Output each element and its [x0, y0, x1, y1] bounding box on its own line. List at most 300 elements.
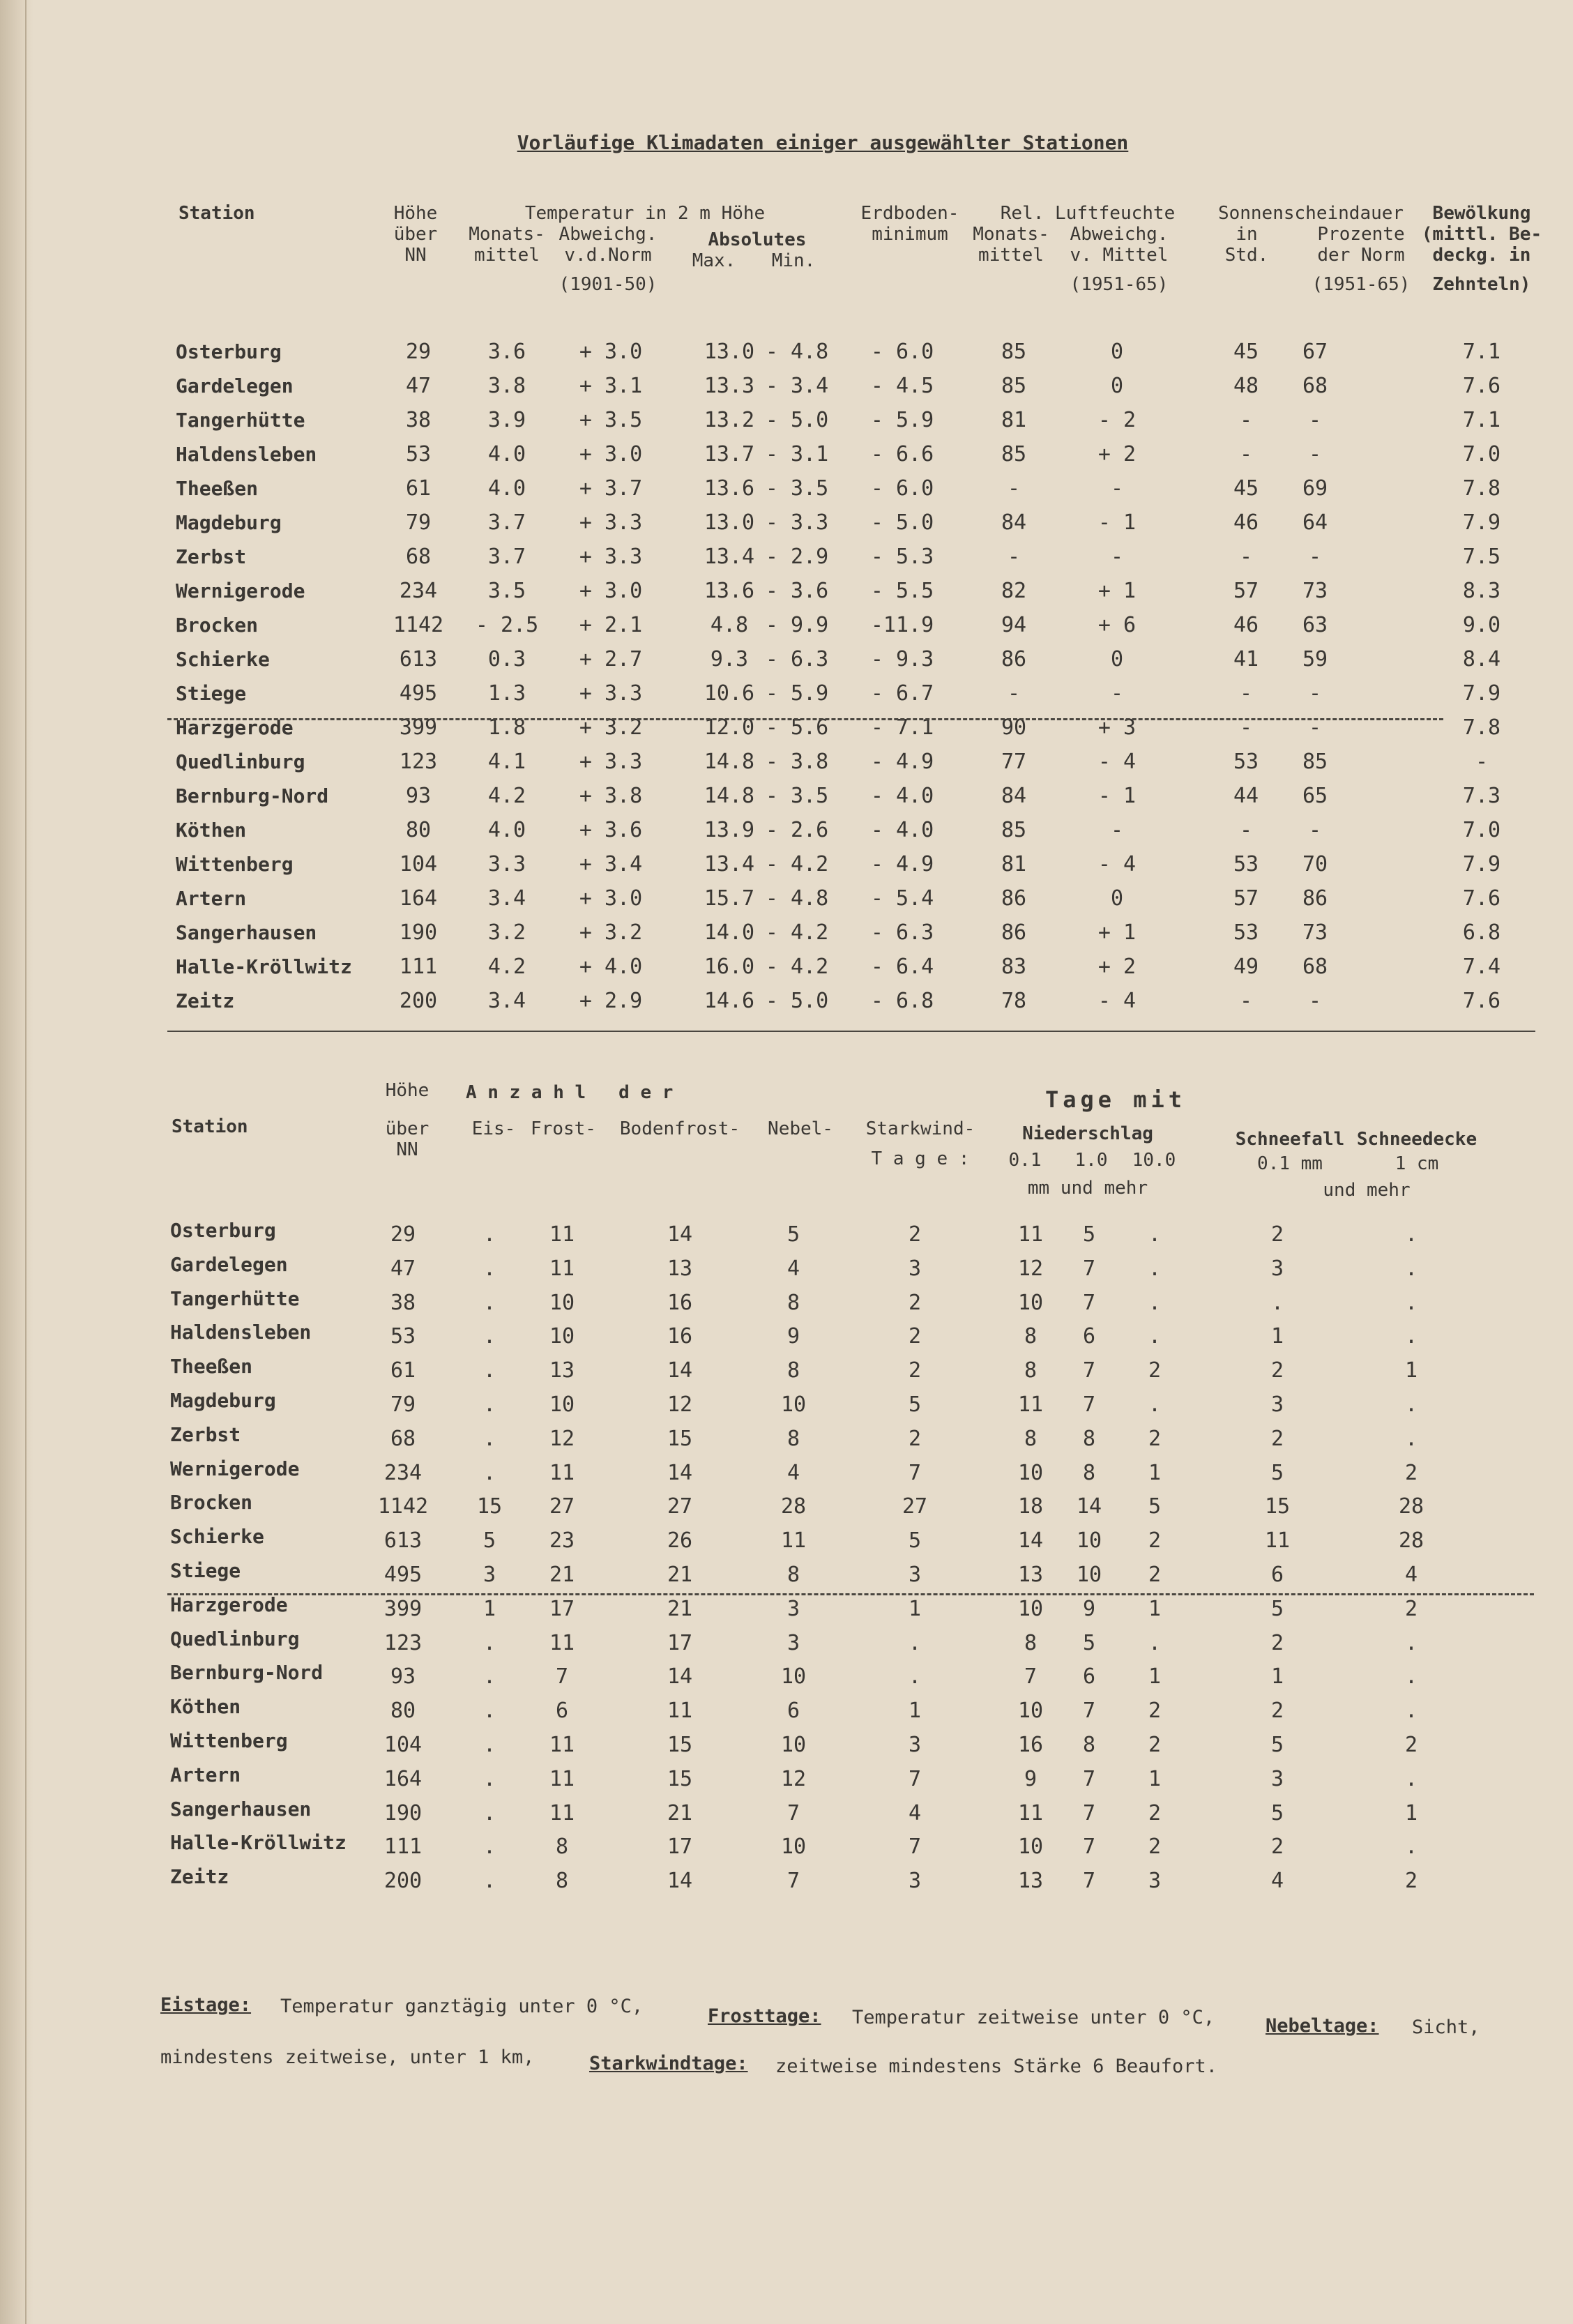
t2-header-niederschlag: Niederschlag — [1022, 1123, 1153, 1144]
t1-station-name: Schierke — [176, 648, 270, 671]
t1-cell: - — [1308, 442, 1322, 466]
t1-cell: 13.6 — [704, 476, 755, 501]
t2-cell: 8 — [1082, 1427, 1096, 1451]
t1-cell: - — [1110, 476, 1124, 501]
t1-cell: 123 — [399, 750, 438, 774]
t2-cell: . — [1148, 1324, 1162, 1349]
t2-cell: 15 — [667, 1767, 693, 1791]
t1-cell: 4.0 — [487, 818, 526, 842]
t1-cell: - 9.9 — [765, 613, 829, 637]
t1-cell: 0 — [1110, 374, 1124, 398]
t2-cell: 10 — [1017, 1699, 1044, 1723]
t2-station-name: Bernburg-Nord — [170, 1661, 324, 1684]
t2-cell: 8 — [1024, 1358, 1038, 1383]
t1-cell: 46 — [1233, 613, 1259, 637]
t1-cell: + 3.4 — [579, 852, 643, 876]
t2-cell: 123 — [383, 1631, 423, 1655]
t2-cell: 4 — [1404, 1563, 1418, 1587]
t1-cell: - 6.4 — [870, 955, 934, 979]
t2-station-name: Gardelegen — [170, 1253, 288, 1276]
t1-cell: 85 — [1001, 818, 1027, 842]
t2-cell: . — [1148, 1392, 1162, 1417]
t1-cell: 4.8 — [710, 613, 749, 637]
t1-cell: - 3.8 — [765, 750, 829, 774]
t2-cell: 7 — [908, 1767, 922, 1791]
t1-cell: - — [1007, 476, 1021, 501]
t2-cell: 495 — [383, 1563, 423, 1587]
t1-station-name: Gardelegen — [176, 374, 294, 397]
t1-cell: - 4.2 — [765, 920, 829, 945]
t1-station-name: Stiege — [176, 682, 247, 705]
t2-cell: 5 — [786, 1222, 800, 1247]
t2-cell: 10 — [549, 1291, 575, 1315]
t1-cell: 44 — [1233, 784, 1259, 808]
t2-cell: 11 — [549, 1461, 575, 1485]
t1-cell: - 3.6 — [765, 579, 829, 603]
t1-cell: 13.7 — [704, 442, 755, 466]
t1-cell: 82 — [1001, 579, 1027, 603]
t1-header-feuchte-abw-2: v. Mittel — [1070, 245, 1169, 266]
t1-cell: 13.9 — [704, 818, 755, 842]
t2-cell: 2 — [1270, 1835, 1284, 1859]
t2-cell: 11 — [549, 1733, 575, 1757]
t1-cell: 7.1 — [1462, 408, 1501, 432]
t2-cell: 14 — [1076, 1494, 1102, 1519]
t1-cell: 7.0 — [1462, 442, 1501, 466]
t2-cell: . — [482, 1427, 496, 1451]
t2-cell: 1 — [1404, 1801, 1418, 1825]
t2-cell: 14 — [1017, 1528, 1044, 1553]
t2-cell: 16 — [667, 1291, 693, 1315]
t1-cell: 85 — [1302, 750, 1328, 774]
t1-cell: 68 — [1302, 374, 1328, 398]
t2-cell: 1 — [482, 1597, 496, 1621]
t1-cell: 38 — [405, 408, 432, 432]
t1-cell: - 3.1 — [765, 442, 829, 466]
t1-cell: 46 — [1233, 510, 1259, 535]
t1-cell: 85 — [1001, 374, 1027, 398]
t1-cell: - 6.3 — [765, 647, 829, 671]
t1-cell: + 3.3 — [579, 681, 643, 706]
t2-cell: . — [1404, 1256, 1418, 1281]
t2-cell: 1 — [1148, 1461, 1162, 1485]
t2-cell: . — [1148, 1222, 1162, 1247]
t1-cell: - — [1308, 715, 1322, 740]
t2-header-station: Station — [172, 1116, 248, 1137]
t2-station-name: Zeitz — [170, 1865, 229, 1888]
t2-cell: . — [1404, 1222, 1418, 1247]
t1-cell: 49 — [1233, 955, 1259, 979]
t1-cell: + 3.6 — [579, 818, 643, 842]
t2-header-schneedecke-1: Schneedecke — [1356, 1129, 1477, 1150]
t1-cell: 16.0 — [704, 955, 755, 979]
t1-cell: - 4.8 — [765, 340, 829, 364]
t1-station-name: Haldensleben — [176, 443, 317, 466]
t2-cell: . — [1404, 1427, 1418, 1451]
t2-cell: 17 — [549, 1597, 575, 1621]
t1-header-temp-group: Temperatur in 2 m Höhe — [524, 203, 766, 224]
t2-cell: 3 — [908, 1869, 922, 1893]
t1-cell: 3.9 — [487, 408, 526, 432]
t1-header-bewoelkung-4: Zehnteln) — [1432, 274, 1531, 295]
t2-cell: 21 — [667, 1801, 693, 1825]
t1-header-bewoelkung-2: (mittl. Be- — [1421, 224, 1542, 245]
t2-cell: 1 — [1148, 1664, 1162, 1689]
t1-station-name: Quedlinburg — [176, 750, 305, 773]
t2-cell: 16 — [1017, 1733, 1044, 1757]
t2-cell: 2 — [1270, 1358, 1284, 1383]
t1-cell: 14.8 — [704, 750, 755, 774]
t1-cell: 57 — [1233, 886, 1259, 911]
t1-cell: 12.0 — [704, 715, 755, 740]
t2-cell: . — [1404, 1767, 1418, 1791]
t1-cell: - 3.5 — [765, 784, 829, 808]
t1-cell: - — [1308, 818, 1322, 842]
t2-header-schneefall-2: 0.1 mm — [1257, 1153, 1323, 1174]
t2-cell: 18 — [1017, 1494, 1044, 1519]
t2-cell: 2 — [1270, 1631, 1284, 1655]
t1-cell: - 5.0 — [765, 989, 829, 1013]
t1-cell: + 3.2 — [579, 715, 643, 740]
t1-cell: - 3.5 — [765, 476, 829, 501]
t1-cell: - 4.9 — [870, 750, 934, 774]
t1-cell: 8.4 — [1462, 647, 1501, 671]
t1-cell: 65 — [1302, 784, 1328, 808]
t2-cell: 11 — [1017, 1801, 1044, 1825]
t1-cell: 90 — [1001, 715, 1027, 740]
t2-cell: 13 — [1017, 1563, 1044, 1587]
t2-cell: 2 — [1148, 1801, 1162, 1825]
t2-header-schnee-unit: und mehr — [1323, 1180, 1411, 1201]
t1-cell: - 2.9 — [765, 545, 829, 569]
t2-cell: 7 — [1082, 1699, 1096, 1723]
t2-header-eis: Eis- — [471, 1118, 516, 1139]
t1-cell: + 3.7 — [579, 476, 643, 501]
t2-cell: 8 — [555, 1869, 569, 1893]
t1-cell: 15.7 — [704, 886, 755, 911]
t1-cell: 4.1 — [487, 750, 526, 774]
t1-cell: 69 — [1302, 476, 1328, 501]
t1-cell: - — [1239, 408, 1253, 432]
t1-station-name: Zerbst — [176, 545, 247, 568]
t1-header-station: Station — [178, 203, 255, 224]
t1-cell: 7.5 — [1462, 545, 1501, 569]
t2-cell: 7 — [555, 1664, 569, 1689]
t2-cell: 14 — [667, 1664, 693, 1689]
t1-station-name: Bernburg-Nord — [176, 784, 329, 807]
t1-cell: 61 — [405, 476, 432, 501]
t1-cell: + 3.0 — [579, 886, 643, 911]
t2-cell: 93 — [390, 1664, 416, 1689]
t2-cell: . — [908, 1664, 922, 1689]
t1-cell: 13.2 — [704, 408, 755, 432]
t2-cell: 80 — [390, 1699, 416, 1723]
t2-station-name: Zerbst — [170, 1423, 241, 1446]
t1-cell: - 4 — [1097, 989, 1137, 1013]
t2-station-name: Artern — [170, 1763, 241, 1786]
t1-cell: 200 — [399, 989, 438, 1013]
t2-cell: 1142 — [377, 1494, 429, 1519]
t1-cell: 80 — [405, 818, 432, 842]
t1-cell: - 6.0 — [870, 340, 934, 364]
t2-cell: 11 — [549, 1801, 575, 1825]
t2-cell: 1 — [1270, 1324, 1284, 1349]
t1-cell: 84 — [1001, 510, 1027, 535]
t1-cell: 86 — [1001, 886, 1027, 911]
t1-cell: 53 — [1233, 852, 1259, 876]
t1-cell: + 3.8 — [579, 784, 643, 808]
t1-cell: 86 — [1302, 886, 1328, 911]
t1-cell: + 3.0 — [579, 340, 643, 364]
t2-cell: 1 — [1148, 1767, 1162, 1791]
footnote-nebeltage-cont: mindestens zeitweise, unter 1 km, — [160, 2046, 535, 2068]
t2-cell: 11 — [1264, 1528, 1291, 1553]
t2-cell: 13 — [1017, 1869, 1044, 1893]
t1-cell: 3.7 — [487, 510, 526, 535]
t1-cell: 68 — [1302, 955, 1328, 979]
t1-cell: + 2.1 — [579, 613, 643, 637]
t1-header-hoehe-2: über — [393, 224, 438, 245]
t2-cell: . — [1270, 1291, 1284, 1315]
t2-cell: 15 — [667, 1427, 693, 1451]
t2-cell: 11 — [549, 1222, 575, 1247]
t1-cell: 70 — [1302, 852, 1328, 876]
t2-cell: 7 — [1082, 1801, 1096, 1825]
t1-cell: 85 — [1001, 340, 1027, 364]
t2-cell: 2 — [1148, 1358, 1162, 1383]
t1-cell: - 3.4 — [765, 374, 829, 398]
t2-cell: 9 — [1024, 1767, 1038, 1791]
t1-cell: 45 — [1233, 340, 1259, 364]
t1-header-feuchte-mittel-2: mittel — [978, 245, 1044, 266]
t2-header-schneedecke-2: 1 cm — [1395, 1153, 1439, 1174]
t1-cell: - — [1110, 818, 1124, 842]
t1-cell: - 4.2 — [765, 955, 829, 979]
t2-cell: 27 — [902, 1494, 928, 1519]
t2-cell: . — [482, 1699, 496, 1723]
t1-cell: + 3.5 — [579, 408, 643, 432]
t2-cell: 3 — [786, 1597, 800, 1621]
t1-cell: 7.4 — [1462, 955, 1501, 979]
t2-cell: 3 — [1270, 1392, 1284, 1417]
t1-cell: 3.7 — [487, 545, 526, 569]
t2-cell: 2 — [1270, 1222, 1284, 1247]
t1-cell: + 3.3 — [579, 545, 643, 569]
t2-cell: 1 — [908, 1597, 922, 1621]
t2-cell: . — [1404, 1324, 1418, 1349]
t2-cell: 15 — [1264, 1494, 1291, 1519]
t2-cell: . — [482, 1733, 496, 1757]
t1-cell: 81 — [1001, 408, 1027, 432]
t2-cell: 28 — [1398, 1528, 1424, 1553]
t1-cell: - 5.9 — [765, 681, 829, 706]
t2-cell: 17 — [667, 1835, 693, 1859]
t1-header-feuchte-mittel-1: Monats- — [973, 224, 1049, 245]
t2-cell: 8 — [1082, 1733, 1096, 1757]
t1-cell: 7.8 — [1462, 715, 1501, 740]
t1-cell: 10.6 — [704, 681, 755, 706]
t2-cell: . — [482, 1835, 496, 1859]
t1-cell: - — [1308, 545, 1322, 569]
t1-header-sonne-group: Sonnenscheindauer — [1217, 203, 1404, 224]
t2-cell: 2 — [1148, 1699, 1162, 1723]
t1-cell: - — [1308, 681, 1322, 706]
t2-cell: 11 — [549, 1767, 575, 1791]
t1-header-sonne-proz-1: Prozente — [1317, 224, 1405, 245]
t1-station-name: Halle-Kröllwitz — [176, 955, 352, 978]
t2-cell: 6 — [786, 1699, 800, 1723]
t1-cell: 45 — [1233, 476, 1259, 501]
t1-header-hoehe-3: NN — [404, 245, 427, 266]
t1-cell: - 5.0 — [765, 408, 829, 432]
t2-cell: 200 — [383, 1869, 423, 1893]
t2-cell: 1 — [1404, 1358, 1418, 1383]
t2-cell: 11 — [549, 1631, 575, 1655]
t1-cell: 7.0 — [1462, 818, 1501, 842]
t1-cell: - 2.5 — [475, 613, 539, 637]
t2-header-frost: Frost- — [531, 1118, 596, 1139]
t2-cell: 15 — [476, 1494, 503, 1519]
t1-cell: 495 — [399, 681, 438, 706]
t1-cell: - 6.8 — [870, 989, 934, 1013]
t2-cell: 10 — [1076, 1563, 1102, 1587]
t1-header-sonne-proz-2: der Norm — [1317, 245, 1405, 266]
t1-cell: 83 — [1001, 955, 1027, 979]
t2-cell: 2 — [1148, 1835, 1162, 1859]
t1-header-hoehe-1: Höhe — [393, 203, 438, 224]
t1-cell: - 6.0 — [870, 476, 934, 501]
t2-cell: 3 — [1148, 1869, 1162, 1893]
t2-cell: 4 — [786, 1461, 800, 1485]
t2-cell: 2 — [1148, 1563, 1162, 1587]
t2-cell: 2 — [908, 1222, 922, 1247]
t2-cell: . — [482, 1256, 496, 1281]
t1-header-abweichung-3: (1901-50) — [558, 274, 658, 295]
t2-cell: 5 — [908, 1528, 922, 1553]
t2-cell: 26 — [667, 1528, 693, 1553]
t1-cell: 7.9 — [1462, 852, 1501, 876]
t2-cell: 10 — [780, 1392, 807, 1417]
t1-cell: 29 — [405, 340, 432, 364]
t2-cell: 12 — [1017, 1256, 1044, 1281]
t2-cell: 2 — [908, 1324, 922, 1349]
t1-cell: - 5.0 — [870, 510, 934, 535]
t2-station-name: Halle-Kröllwitz — [170, 1831, 347, 1854]
t2-cell: 2 — [908, 1291, 922, 1315]
t2-cell: 2 — [1148, 1427, 1162, 1451]
t1-cell: 73 — [1302, 579, 1328, 603]
t2-cell: . — [482, 1324, 496, 1349]
t2-header-hoehe-2: über — [385, 1118, 430, 1139]
t1-cell: 14.6 — [704, 989, 755, 1013]
t1-cell: 234 — [399, 579, 438, 603]
t2-cell: 10 — [780, 1835, 807, 1859]
t2-cell: 14 — [667, 1869, 693, 1893]
t2-cell: 5 — [1082, 1222, 1096, 1247]
t1-cell: 63 — [1302, 613, 1328, 637]
t2-header-nebel: Nebel- — [768, 1118, 833, 1139]
t1-header-monatsmittel-1: Monats- — [469, 224, 545, 245]
t1-cell: 7.3 — [1462, 784, 1501, 808]
t2-cell: 12 — [667, 1392, 693, 1417]
t1-cell: 7.8 — [1462, 476, 1501, 501]
t2-cell: 5 — [1082, 1631, 1096, 1655]
t1-cell: - 7.1 — [870, 715, 934, 740]
t2-cell: . — [1404, 1835, 1418, 1859]
t2-cell: . — [482, 1291, 496, 1315]
t1-cell: - — [1007, 545, 1021, 569]
t2-cell: 8 — [786, 1427, 800, 1451]
t1-cell: 6.8 — [1462, 920, 1501, 945]
t2-cell: 5 — [1270, 1801, 1284, 1825]
t2-cell: 7 — [1082, 1392, 1096, 1417]
t1-cell: 13.6 — [704, 579, 755, 603]
t1-header-min: Min. — [771, 250, 816, 271]
t1-station-name: Wernigerode — [176, 579, 305, 602]
t2-cell: 5 — [482, 1528, 496, 1553]
t1-cell: - 4.2 — [765, 852, 829, 876]
t1-cell: - 5.3 — [870, 545, 934, 569]
t2-cell: 8 — [1024, 1427, 1038, 1451]
t2-cell: 7 — [786, 1801, 800, 1825]
t2-cell: 9 — [786, 1324, 800, 1349]
t1-cell: 4.2 — [487, 955, 526, 979]
t2-cell: 12 — [549, 1427, 575, 1451]
t2-cell: 17 — [667, 1631, 693, 1655]
t1-cell: 7.6 — [1462, 886, 1501, 911]
t2-cell: . — [482, 1664, 496, 1689]
t2-header-schneefall-1: Schneefall — [1235, 1129, 1345, 1150]
t1-header-erdboden-2: minimum — [872, 224, 948, 245]
footnote-eistage-label: Eistage: — [160, 1994, 252, 2016]
t1-cell: - 4 — [1097, 852, 1137, 876]
t2-cell: 14 — [667, 1222, 693, 1247]
t2-header-starkwind-1: Starkwind- — [865, 1118, 975, 1139]
t2-header-tage-mit: Tage mit — [1044, 1086, 1187, 1113]
t2-cell: 28 — [780, 1494, 807, 1519]
t2-cell: 3 — [908, 1733, 922, 1757]
t1-header-feuchte-abw-3: (1951-65) — [1070, 274, 1169, 295]
t1-cell: 3.8 — [487, 374, 526, 398]
t1-cell: + 2 — [1097, 955, 1137, 979]
t2-cell: . — [482, 1461, 496, 1485]
footnote-starkwind-label: Starkwindtage: — [589, 2053, 748, 2074]
t1-cell: + 3.2 — [579, 920, 643, 945]
t2-header-hoehe-3: NN — [396, 1139, 418, 1160]
t2-cell: 5 — [1148, 1494, 1162, 1519]
t1-cell: 13.4 — [704, 852, 755, 876]
t1-cell: - — [1239, 989, 1253, 1013]
t2-cell: 23 — [549, 1528, 575, 1553]
t1-cell: - 6.3 — [870, 920, 934, 945]
t2-cell: 4 — [1270, 1869, 1284, 1893]
t1-cell: - 5.4 — [870, 886, 934, 911]
t2-cell: 53 — [390, 1324, 416, 1349]
t2-cell: 5 — [908, 1392, 922, 1417]
t2-station-name: Osterburg — [170, 1219, 276, 1242]
t2-cell: 10 — [549, 1392, 575, 1417]
t1-cell: 9.3 — [710, 647, 749, 671]
t2-cell: 2 — [1270, 1699, 1284, 1723]
t1-cell: - — [1308, 408, 1322, 432]
t2-cell: 10 — [1076, 1528, 1102, 1553]
t1-cell: + 3.3 — [579, 750, 643, 774]
t1-header-abweichung-1: Abweichg. — [558, 224, 658, 245]
t1-station-name: Brocken — [176, 614, 259, 637]
t1-cell: 111 — [399, 955, 438, 979]
t2-cell: 7 — [908, 1461, 922, 1485]
t1-cell: 41 — [1233, 647, 1259, 671]
